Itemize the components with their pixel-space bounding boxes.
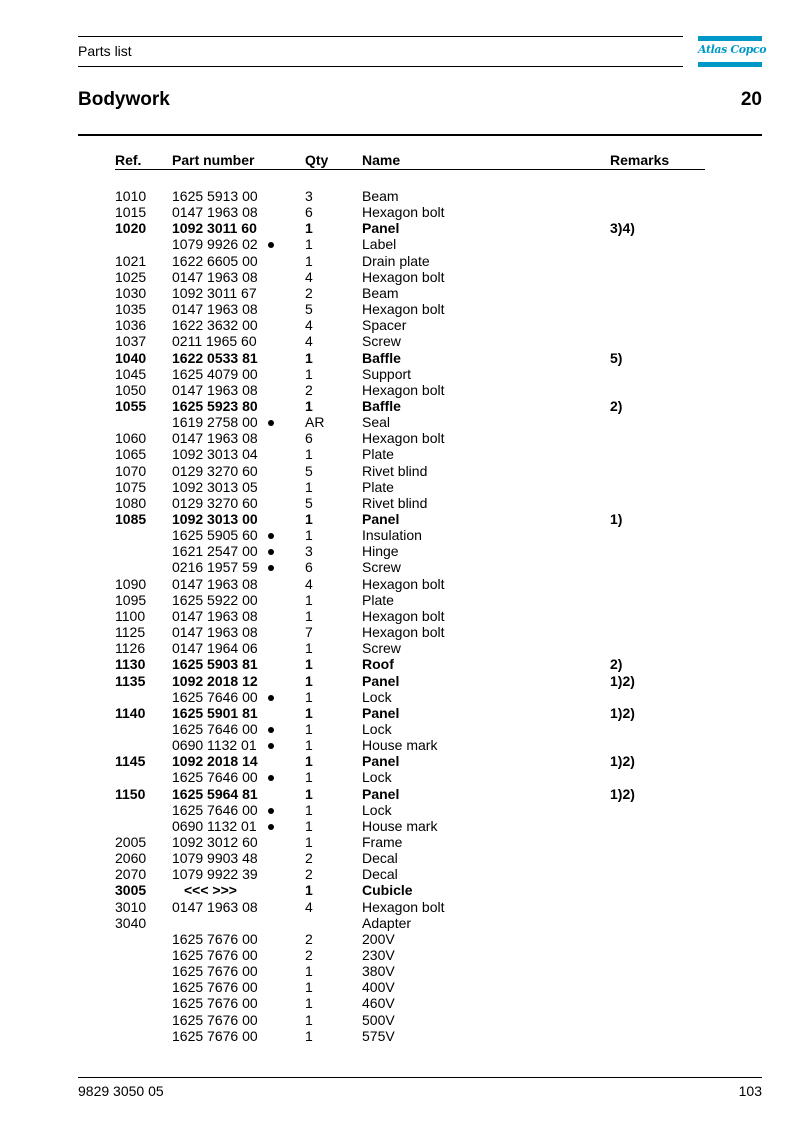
- qty-cell: 1: [305, 1028, 313, 1044]
- table-row: [0, 430, 800, 446]
- qty-cell: 2: [305, 866, 313, 882]
- qty-cell: 1: [305, 882, 313, 898]
- name-cell: Lock: [362, 721, 392, 737]
- name-cell: Plate: [362, 446, 394, 462]
- column-header-rule: [115, 169, 705, 170]
- ref-cell: 2060: [115, 850, 147, 866]
- bullet-icon: [266, 414, 276, 430]
- name-cell: 400V: [362, 979, 395, 995]
- header-bottom-rule: [78, 66, 683, 67]
- table-row: [0, 818, 800, 834]
- table-row: [0, 253, 800, 269]
- table-row: [0, 236, 800, 252]
- column-header-remarks: Remarks: [610, 152, 670, 168]
- column-header-name: Name: [362, 152, 401, 168]
- table-row: [0, 1028, 800, 1044]
- remarks-cell: 5): [610, 350, 623, 366]
- qty-cell: 1: [305, 479, 313, 495]
- part-number-cell: 1625 7646 00: [172, 769, 258, 785]
- name-cell: Rivet blind: [362, 495, 428, 511]
- part-number-cell: 1625 4079 00: [172, 366, 258, 382]
- qty-cell: 1: [305, 818, 313, 834]
- ref-cell: 1040: [115, 350, 147, 366]
- qty-cell: 4: [305, 269, 313, 285]
- ref-cell: 1036: [115, 317, 147, 333]
- table-row: [0, 721, 800, 737]
- bullet-icon: [266, 527, 276, 543]
- qty-cell: 1: [305, 979, 313, 995]
- name-cell: Lock: [362, 769, 392, 785]
- ref-cell: 1030: [115, 285, 147, 301]
- name-cell: Support: [362, 366, 412, 382]
- ref-cell: 1095: [115, 592, 147, 608]
- table-row: [0, 220, 800, 236]
- table-row: [0, 269, 800, 285]
- name-cell: 230V: [362, 947, 395, 963]
- part-number-cell: 0147 1964 06: [172, 640, 258, 656]
- qty-cell: 4: [305, 899, 313, 915]
- ref-cell: 1100: [115, 608, 146, 624]
- name-cell: Rivet blind: [362, 463, 428, 479]
- part-number-cell: 1079 9922 39: [172, 866, 258, 882]
- qty-cell: 1: [305, 253, 313, 269]
- remarks-cell: 2): [610, 398, 623, 414]
- table-row: [0, 608, 800, 624]
- table-row: [0, 737, 800, 753]
- logo-text: Atlas Copco: [698, 43, 767, 56]
- name-cell: Lock: [362, 802, 392, 818]
- qty-cell: 1: [305, 608, 313, 624]
- name-cell: Hexagon bolt: [362, 899, 445, 915]
- logo-bottom-bar: [698, 62, 762, 67]
- part-number-cell: 1625 5905 60: [172, 527, 258, 543]
- qty-cell: 1: [305, 802, 313, 818]
- name-cell: Hexagon bolt: [362, 430, 445, 446]
- ref-cell: 1050: [115, 382, 147, 398]
- part-number-cell: 1092 3013 05: [172, 479, 258, 495]
- table-row: [0, 382, 800, 398]
- name-cell: Plate: [362, 479, 394, 495]
- qty-cell: 1: [305, 673, 313, 689]
- table-row: [0, 834, 800, 850]
- name-cell: Hexagon bolt: [362, 301, 445, 317]
- ref-cell: 3040: [115, 915, 147, 931]
- logo-top-bar: [698, 36, 762, 41]
- qty-cell: 2: [305, 931, 313, 947]
- ref-cell: 1010: [115, 188, 147, 204]
- qty-cell: 4: [305, 317, 313, 333]
- ref-cell: 3010: [115, 899, 147, 915]
- table-row: [0, 301, 800, 317]
- table-row: [0, 446, 800, 462]
- qty-cell: 5: [305, 495, 313, 511]
- qty-cell: 1: [305, 398, 313, 414]
- name-cell: 500V: [362, 1012, 395, 1028]
- part-number-cell: 1079 9926 02: [172, 236, 258, 252]
- name-cell: 460V: [362, 995, 395, 1011]
- name-cell: Insulation: [362, 527, 422, 543]
- table-row: [0, 398, 800, 414]
- ref-cell: 1140: [115, 705, 146, 721]
- qty-cell: 1: [305, 834, 313, 850]
- part-number-cell: 1619 2758 00: [172, 414, 258, 430]
- name-cell: Plate: [362, 592, 394, 608]
- table-row: [0, 899, 800, 915]
- column-header-part-number: Part number: [172, 152, 255, 168]
- ref-cell: 1025: [115, 269, 147, 285]
- section-title: Bodywork: [78, 89, 170, 110]
- part-number-cell: 1092 3013 04: [172, 446, 258, 462]
- part-number-cell: 1625 7646 00: [172, 802, 258, 818]
- name-cell: Panel: [362, 786, 400, 802]
- table-row: [0, 576, 800, 592]
- bullet-icon: [266, 737, 276, 753]
- name-cell: Panel: [362, 220, 400, 236]
- qty-cell: 6: [305, 559, 313, 575]
- table-row: [0, 640, 800, 656]
- ref-cell: 1060: [115, 430, 147, 446]
- table-row: [0, 995, 800, 1011]
- part-number-cell: 1622 6605 00: [172, 253, 258, 269]
- remarks-cell: 1)2): [610, 705, 635, 721]
- remarks-cell: 1): [610, 511, 623, 527]
- qty-cell: 1: [305, 640, 313, 656]
- table-row: [0, 350, 800, 366]
- qty-cell: 1: [305, 527, 313, 543]
- table-row: [0, 414, 800, 430]
- table-row: [0, 947, 800, 963]
- footer-rule: [78, 1077, 762, 1078]
- part-number-cell: 1092 3011 67: [172, 285, 257, 301]
- ref-cell: 1070: [115, 463, 147, 479]
- part-number-cell: 1092 3012 60: [172, 834, 258, 850]
- part-number-cell: 0147 1963 08: [172, 608, 258, 624]
- name-cell: 575V: [362, 1028, 395, 1044]
- remarks-cell: 1)2): [610, 673, 635, 689]
- table-row: [0, 479, 800, 495]
- qty-cell: 5: [305, 301, 313, 317]
- ref-cell: 1035: [115, 301, 147, 317]
- name-cell: Seal: [362, 414, 391, 430]
- qty-cell: 1: [305, 753, 313, 769]
- name-cell: Cubicle: [362, 882, 413, 898]
- bullet-icon: [266, 802, 276, 818]
- table-row: [0, 366, 800, 382]
- name-cell: Decal: [362, 850, 398, 866]
- name-cell: Label: [362, 236, 397, 252]
- name-cell: Hexagon bolt: [362, 624, 445, 640]
- qty-cell: 2: [305, 947, 313, 963]
- table-row: [0, 624, 800, 640]
- bullet-icon: [266, 236, 276, 252]
- remarks-cell: 2): [610, 656, 623, 672]
- table-row: [0, 592, 800, 608]
- qty-cell: 3: [305, 188, 313, 204]
- qty-cell: 1: [305, 446, 313, 462]
- ref-cell: 1045: [115, 366, 147, 382]
- ref-cell: 1015: [115, 204, 147, 220]
- qty-cell: 1: [305, 1012, 313, 1028]
- name-cell: Panel: [362, 511, 400, 527]
- remarks-cell: 1)2): [610, 786, 635, 802]
- name-cell: Panel: [362, 753, 400, 769]
- name-cell: Lock: [362, 689, 392, 705]
- table-row: [0, 559, 800, 575]
- name-cell: Baffle: [362, 350, 401, 366]
- qty-cell: 1: [305, 705, 313, 721]
- table-row: [0, 673, 800, 689]
- part-number-cell: 0147 1963 08: [172, 899, 258, 915]
- bullet-icon: [266, 769, 276, 785]
- ref-cell: 1145: [115, 753, 146, 769]
- part-number-cell: 1625 5923 80: [172, 398, 258, 414]
- part-number-cell: 0147 1963 08: [172, 204, 258, 220]
- table-row: [0, 705, 800, 721]
- qty-cell: 1: [305, 721, 313, 737]
- part-number-cell: 1622 0533 81: [172, 350, 258, 366]
- name-cell: Frame: [362, 834, 403, 850]
- ref-cell: 1075: [115, 479, 147, 495]
- qty-cell: 2: [305, 285, 313, 301]
- ref-cell: 1125: [115, 624, 146, 640]
- table-row: [0, 963, 800, 979]
- column-header-ref: Ref.: [115, 152, 142, 168]
- table-row: [0, 543, 800, 559]
- qty-cell: 5: [305, 463, 313, 479]
- table-row: [0, 753, 800, 769]
- ref-cell: 1055: [115, 398, 147, 414]
- part-number-cell: <<< >>>: [184, 882, 237, 898]
- part-number-cell: 1625 5964 81: [172, 786, 258, 802]
- ref-cell: 2070: [115, 866, 147, 882]
- name-cell: House mark: [362, 818, 438, 834]
- qty-cell: 1: [305, 963, 313, 979]
- qty-cell: 6: [305, 204, 313, 220]
- qty-cell: 1: [305, 236, 313, 252]
- part-number-cell: 0129 3270 60: [172, 495, 258, 511]
- ref-cell: 1150: [115, 786, 146, 802]
- part-number-cell: 0147 1963 08: [172, 576, 258, 592]
- table-row: [0, 463, 800, 479]
- part-number-cell: 1625 7676 00: [172, 963, 258, 979]
- ref-cell: 3005: [115, 882, 147, 898]
- name-cell: Hexagon bolt: [362, 382, 445, 398]
- qty-cell: 1: [305, 786, 313, 802]
- part-number-cell: 1092 2018 12: [172, 673, 258, 689]
- qty-cell: 6: [305, 430, 313, 446]
- part-number-cell: 1625 5903 81: [172, 656, 258, 672]
- name-cell: Hexagon bolt: [362, 269, 445, 285]
- name-cell: 200V: [362, 931, 395, 947]
- part-number-cell: 0211 1965 60: [172, 333, 257, 349]
- table-row: [0, 979, 800, 995]
- section-number: 20: [740, 89, 762, 110]
- part-number-cell: 0147 1963 08: [172, 430, 258, 446]
- name-cell: Hinge: [362, 543, 399, 559]
- ref-cell: 2005: [115, 834, 147, 850]
- table-row: [0, 931, 800, 947]
- qty-cell: 1: [305, 511, 313, 527]
- ref-cell: 1065: [115, 446, 147, 462]
- ref-cell: 1080: [115, 495, 147, 511]
- qty-cell: 1: [305, 995, 313, 1011]
- bullet-icon: [266, 818, 276, 834]
- section-rule: [78, 134, 762, 136]
- bullet-icon: [266, 689, 276, 705]
- remarks-cell: 1)2): [610, 753, 635, 769]
- table-row: [0, 333, 800, 349]
- part-number-cell: 1622 3632 00: [172, 317, 258, 333]
- part-number-cell: 1092 3011 60: [172, 220, 257, 236]
- qty-cell: 1: [305, 656, 313, 672]
- part-number-cell: 1625 7676 00: [172, 1012, 258, 1028]
- qty-cell: 1: [305, 689, 313, 705]
- table-row: [0, 689, 800, 705]
- table-row: [0, 866, 800, 882]
- table-row: [0, 802, 800, 818]
- name-cell: Screw: [362, 559, 401, 575]
- part-number-cell: 1625 5922 00: [172, 592, 258, 608]
- part-number-cell: 0216 1957 59: [172, 559, 258, 575]
- name-cell: Panel: [362, 705, 400, 721]
- table-row: [0, 882, 800, 898]
- part-number-cell: 1079 9903 48: [172, 850, 258, 866]
- remarks-cell: 3)4): [610, 220, 635, 236]
- part-number-cell: 1625 7646 00: [172, 689, 258, 705]
- name-cell: Beam: [362, 285, 399, 301]
- table-row: [0, 527, 800, 543]
- qty-cell: 4: [305, 333, 313, 349]
- header-label: Parts list: [78, 43, 132, 59]
- name-cell: Screw: [362, 640, 401, 656]
- footer-doc-number: 9829 3050 05: [78, 1083, 164, 1099]
- name-cell: Screw: [362, 333, 401, 349]
- ref-cell: 1020: [115, 220, 147, 236]
- column-header-qty: Qty: [305, 152, 329, 168]
- part-number-cell: 0147 1963 08: [172, 382, 258, 398]
- name-cell: Panel: [362, 673, 400, 689]
- part-number-cell: 1625 5913 00: [172, 188, 258, 204]
- table-row: [0, 769, 800, 785]
- atlas-copco-logo: [698, 36, 767, 67]
- part-number-cell: 1625 7676 00: [172, 979, 258, 995]
- bullet-icon: [266, 543, 276, 559]
- part-number-cell: 1625 7676 00: [172, 1028, 258, 1044]
- qty-cell: 4: [305, 576, 313, 592]
- part-number-cell: 0690 1132 01: [172, 737, 257, 753]
- part-number-cell: 1625 7676 00: [172, 931, 258, 947]
- name-cell: House mark: [362, 737, 438, 753]
- name-cell: Drain plate: [362, 253, 430, 269]
- name-cell: 380V: [362, 963, 395, 979]
- part-number-cell: 1092 3013 00: [172, 511, 258, 527]
- table-row: [0, 1012, 800, 1028]
- qty-cell: 1: [305, 769, 313, 785]
- table-row: [0, 204, 800, 220]
- ref-cell: 1135: [115, 673, 146, 689]
- part-number-cell: 1092 2018 14: [172, 753, 258, 769]
- name-cell: Beam: [362, 188, 399, 204]
- table-row: [0, 495, 800, 511]
- qty-cell: 1: [305, 737, 313, 753]
- part-number-cell: 0129 3270 60: [172, 463, 258, 479]
- name-cell: Roof: [362, 656, 394, 672]
- qty-cell: 2: [305, 850, 313, 866]
- part-number-cell: 0147 1963 08: [172, 301, 258, 317]
- part-number-cell: 0147 1963 08: [172, 624, 258, 640]
- part-number-cell: 1621 2547 00: [172, 543, 258, 559]
- name-cell: Spacer: [362, 317, 407, 333]
- table-row: [0, 915, 800, 931]
- footer-page-number: 103: [738, 1083, 762, 1099]
- qty-cell: 1: [305, 366, 313, 382]
- ref-cell: 1021: [115, 253, 147, 269]
- part-number-cell: 1625 5901 81: [172, 705, 258, 721]
- name-cell: Adapter: [362, 915, 412, 931]
- ref-cell: 1037: [115, 333, 147, 349]
- qty-cell: 3: [305, 543, 313, 559]
- name-cell: Hexagon bolt: [362, 608, 445, 624]
- table-row: [0, 317, 800, 333]
- table-row: [0, 285, 800, 301]
- qty-cell: AR: [305, 414, 325, 430]
- name-cell: Decal: [362, 866, 398, 882]
- part-number-cell: 1625 7676 00: [172, 947, 258, 963]
- qty-cell: 1: [305, 220, 313, 236]
- part-number-cell: 0147 1963 08: [172, 269, 258, 285]
- table-row: [0, 188, 800, 204]
- part-number-cell: 1625 7646 00: [172, 721, 258, 737]
- table-row: [0, 850, 800, 866]
- qty-cell: 7: [305, 624, 313, 640]
- ref-cell: 1130: [115, 656, 146, 672]
- table-row: [0, 786, 800, 802]
- name-cell: Hexagon bolt: [362, 576, 445, 592]
- ref-cell: 1126: [115, 640, 146, 656]
- part-number-cell: 0690 1132 01: [172, 818, 257, 834]
- name-cell: Hexagon bolt: [362, 204, 445, 220]
- bullet-icon: [266, 559, 276, 575]
- ref-cell: 1085: [115, 511, 147, 527]
- part-number-cell: 1625 7676 00: [172, 995, 258, 1011]
- ref-cell: 1090: [115, 576, 147, 592]
- table-row: [0, 511, 800, 527]
- bullet-icon: [266, 721, 276, 737]
- qty-cell: 1: [305, 592, 313, 608]
- name-cell: Baffle: [362, 398, 401, 414]
- qty-cell: 2: [305, 382, 313, 398]
- header-top-rule: [78, 36, 683, 37]
- qty-cell: 1: [305, 350, 313, 366]
- table-row: [0, 656, 800, 672]
